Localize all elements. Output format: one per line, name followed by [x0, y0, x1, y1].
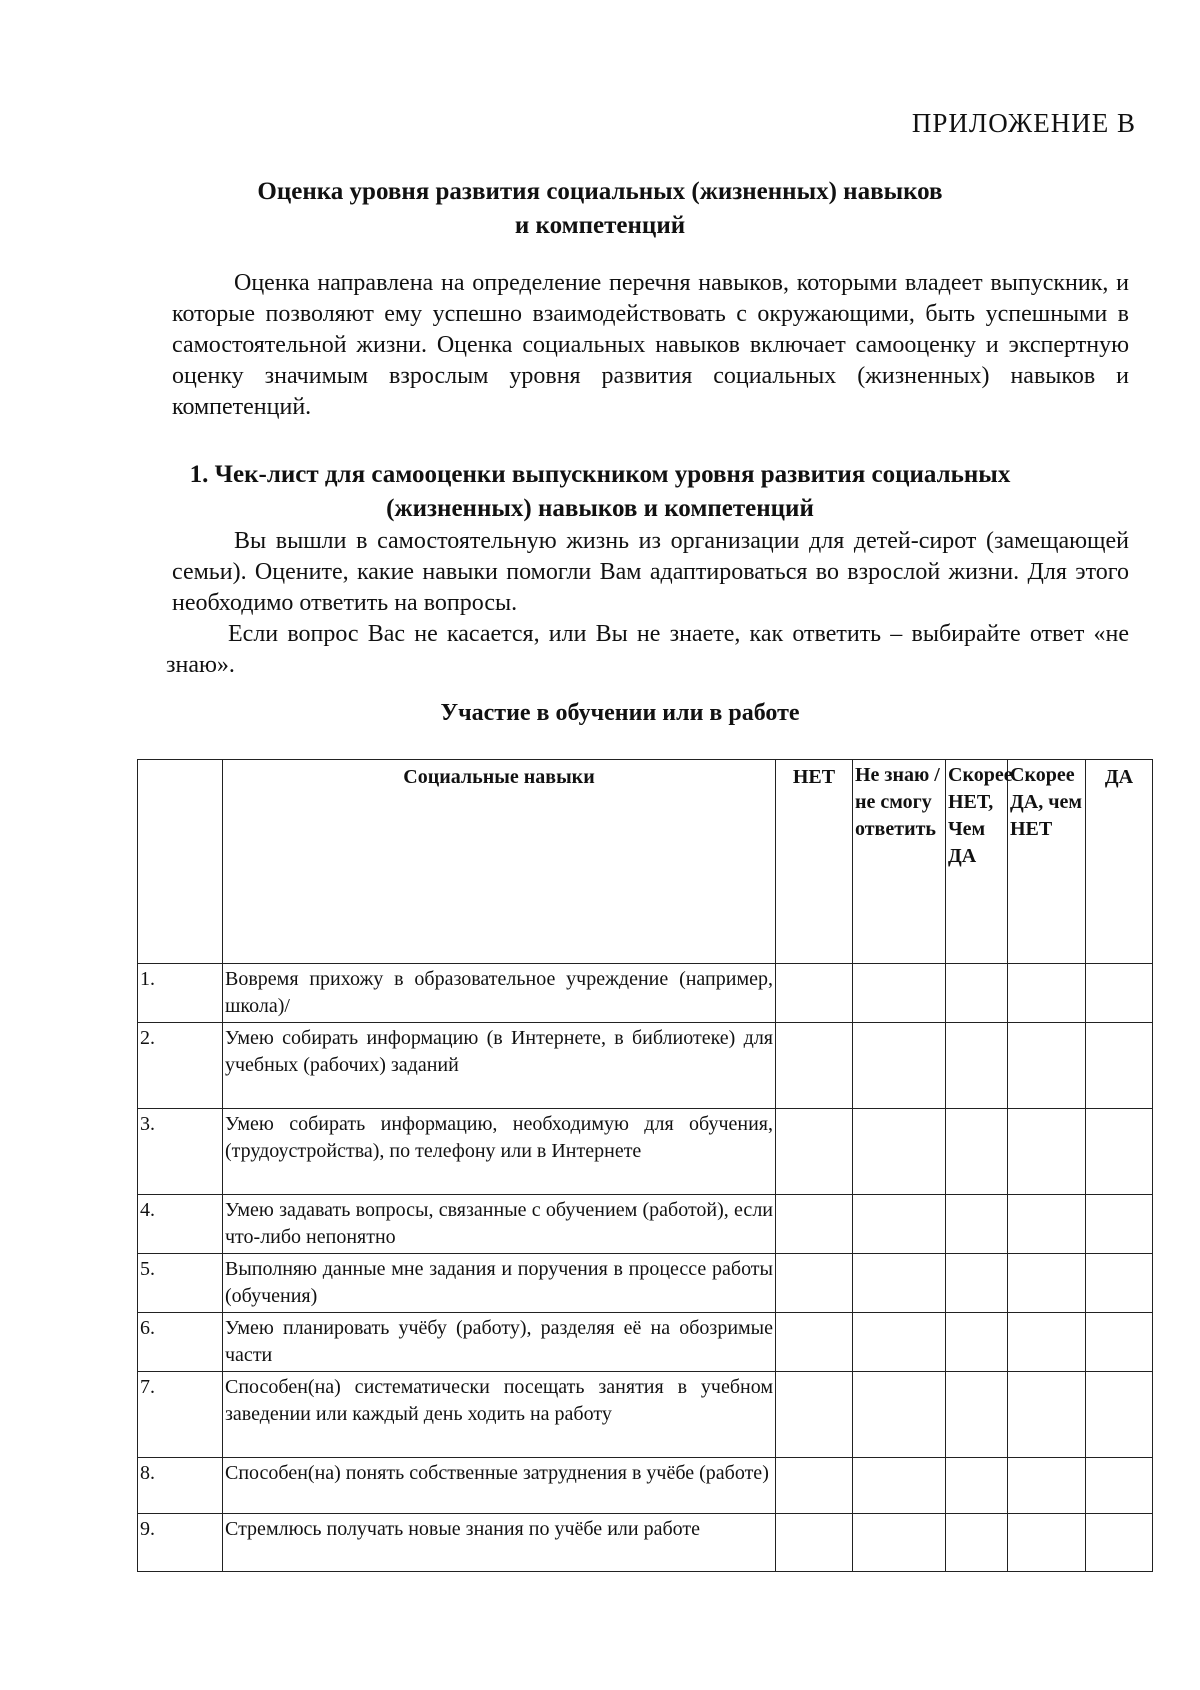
answer-no-cell[interactable]: [776, 1514, 853, 1572]
answer-dont-know-cell[interactable]: [853, 1023, 946, 1109]
row-number: 2.: [138, 1023, 223, 1109]
answer-yes-cell[interactable]: [1086, 1458, 1153, 1514]
answer-rather-yes-cell[interactable]: [1008, 1023, 1086, 1109]
section-title: [0, 458, 1200, 526]
answer-rather-yes-cell[interactable]: [1008, 1109, 1086, 1195]
row-skill: Умею собирать информацию (в Интернете, в библиотеке) для учебных (рабочих) заданий: [223, 1023, 776, 1109]
answer-dont-know-cell[interactable]: [853, 1109, 946, 1195]
answer-yes-cell[interactable]: [1086, 1254, 1153, 1313]
answer-rather-yes-cell[interactable]: [1008, 1313, 1086, 1372]
intro-paragraph: Оценка направлена на определение перечня навыков, которыми владеет выпускник, и которые позволяют ему успешно взаимодействовать с окружающими, быть успешными в самостоятельной жизни. Оценка социальных навыков включает самооценку и экспертную оценку значимым взрослым уровня развития социальных (жизненных) навыков и компетенций.: [172, 270, 1129, 420]
table-row: [138, 1458, 1153, 1514]
answer-rather-yes-cell[interactable]: [1008, 1254, 1086, 1313]
answer-no-cell[interactable]: [776, 1313, 853, 1372]
table-header-row: [138, 760, 1153, 964]
row-number: 9.: [138, 1514, 223, 1572]
row-skill: Умею собирать информацию, необходимую для обучения, (трудоустройства), по телефону или в Интернете: [223, 1109, 776, 1195]
answer-dont-know-cell[interactable]: [853, 1458, 946, 1514]
answer-no-cell[interactable]: [776, 1458, 853, 1514]
main-title: [0, 175, 1200, 243]
row-number: 3.: [138, 1109, 223, 1195]
header-dont-know: Не знаю /не смогу ответить: [853, 760, 946, 964]
answer-rather-yes-cell[interactable]: [1008, 1372, 1086, 1458]
answer-dont-know-cell[interactable]: [853, 964, 946, 1023]
header-number-cell: [138, 760, 223, 964]
answer-yes-cell[interactable]: [1086, 1109, 1153, 1195]
answer-no-cell[interactable]: [776, 1372, 853, 1458]
row-number: 8.: [138, 1458, 223, 1514]
answer-yes-cell[interactable]: [1086, 1372, 1153, 1458]
row-number: 1.: [138, 964, 223, 1023]
header-rather-no: Скорее НЕТ, Чем ДА: [946, 760, 1008, 964]
row-number: 6.: [138, 1313, 223, 1372]
table-row: [138, 1023, 1153, 1109]
answer-dont-know-cell[interactable]: [853, 1313, 946, 1372]
answer-rather-no-cell[interactable]: [946, 1023, 1008, 1109]
answer-rather-no-cell[interactable]: [946, 1109, 1008, 1195]
table-row: [138, 1254, 1153, 1313]
answer-dont-know-cell[interactable]: [853, 1195, 946, 1254]
answer-dont-know-cell[interactable]: [853, 1372, 946, 1458]
header-yes: ДА: [1086, 760, 1153, 964]
answer-rather-no-cell[interactable]: [946, 964, 1008, 1023]
header-skills: Социальные навыки: [223, 760, 776, 964]
row-number: 7.: [138, 1372, 223, 1458]
answer-rather-no-cell[interactable]: [946, 1458, 1008, 1514]
answer-no-cell[interactable]: [776, 1023, 853, 1109]
row-skill: Способен(на) понять собственные затруднения в учёбе (работе): [223, 1458, 776, 1514]
header-no: НЕТ: [776, 760, 853, 964]
row-skill: Стремлюсь получать новые знания по учёбе или работе: [223, 1514, 776, 1572]
answer-no-cell[interactable]: [776, 1195, 853, 1254]
answer-dont-know-cell[interactable]: [853, 1254, 946, 1313]
answer-yes-cell[interactable]: [1086, 1313, 1153, 1372]
main-title-line-2: и компетенций: [514, 212, 686, 239]
answer-dont-know-cell[interactable]: [853, 1514, 946, 1572]
row-skill: Вовремя прихожу в образовательное учреждение (например, школа)/: [223, 964, 776, 1023]
section-title-line-2: (жизненных) навыков и компетенций: [386, 495, 814, 522]
row-number: 5.: [138, 1254, 223, 1313]
section-title-line-1: 1. Чек-лист для самооценки выпускником уровня развития социальных: [189, 461, 1011, 488]
note-paragraph: Если вопрос Вас не касается, или Вы не знаете, как ответить – выбирайте ответ «не знаю».: [166, 621, 1129, 678]
row-skill: Умею планировать учёбу (работу), разделяя её на обозримые части: [223, 1313, 776, 1372]
table-row: [138, 1109, 1153, 1195]
appendix-label: ПРИЛОЖЕНИЕ В: [911, 108, 1136, 138]
table-row: [138, 1195, 1153, 1254]
answer-no-cell[interactable]: [776, 964, 853, 1023]
row-skill: Умею задавать вопросы, связанные с обучением (работой), если что-либо непонятно: [223, 1195, 776, 1254]
answer-rather-no-cell[interactable]: [946, 1372, 1008, 1458]
answer-rather-no-cell[interactable]: [946, 1313, 1008, 1372]
answer-no-cell[interactable]: [776, 1109, 853, 1195]
answer-rather-yes-cell[interactable]: [1008, 1458, 1086, 1514]
table-row: [138, 1372, 1153, 1458]
answer-yes-cell[interactable]: [1086, 1195, 1153, 1254]
answer-no-cell[interactable]: [776, 1254, 853, 1313]
answer-yes-cell[interactable]: [1086, 1514, 1153, 1572]
header-rather-yes: Скорее ДА, чем НЕТ: [1008, 760, 1086, 964]
table-title: Участие в обучении или в работе: [440, 700, 800, 726]
answer-rather-yes-cell[interactable]: [1008, 1514, 1086, 1572]
answer-yes-cell[interactable]: [1086, 1023, 1153, 1109]
answer-rather-yes-cell[interactable]: [1008, 964, 1086, 1023]
table-row: [138, 1313, 1153, 1372]
answer-rather-no-cell[interactable]: [946, 1514, 1008, 1572]
answer-rather-no-cell[interactable]: [946, 1254, 1008, 1313]
main-title-line-1: Оценка уровня развития социальных (жизненных) навыков: [257, 178, 943, 205]
answer-rather-yes-cell[interactable]: [1008, 1195, 1086, 1254]
answer-rather-no-cell[interactable]: [946, 1195, 1008, 1254]
table-row: [138, 1514, 1153, 1572]
row-skill: Выполняю данные мне задания и поручения в процессе работы (обучения): [223, 1254, 776, 1313]
instruction-paragraph: Вы вышли в самостоятельную жизнь из организации для детей-сирот (замещающей семьи). Оцените, какие навыки помогли Вам адаптироваться во взрослой жизни. Для этого необходимо ответить на вопросы.: [172, 528, 1129, 616]
row-skill: Способен(на) систематически посещать занятия в учебном заведении или каждый день ходить на работу: [223, 1372, 776, 1458]
skills-table: [137, 759, 1153, 1572]
answer-yes-cell[interactable]: [1086, 964, 1153, 1023]
table-row: [138, 964, 1153, 1023]
row-number: 4.: [138, 1195, 223, 1254]
